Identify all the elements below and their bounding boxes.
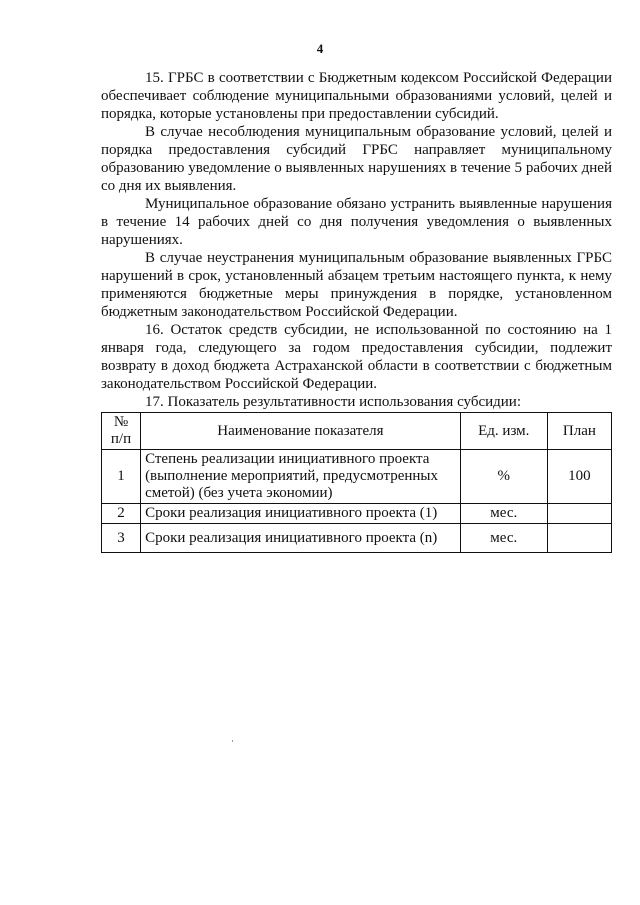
document-body: [101, 69, 612, 553]
row-name: Сроки реализация инициативного проекта (1): [141, 504, 461, 524]
table-header-row: [102, 413, 612, 450]
scan-speck: [232, 740, 233, 742]
row-unit: мес.: [460, 504, 547, 524]
row-name: Сроки реализация инициативного проекта (n): [141, 524, 461, 553]
row-name: Степень реализации инициативного проекта (выполнение мероприятий, предусмотренных сметой) (без учета экономии): [141, 450, 461, 504]
paragraph-enforcement: В случае неустранения муниципальным образование выявленных ГРБС нарушений в срок, установленный абзацем третьим настоящего пункта, к нему применяются бюджетные меры принуждения в порядке, установленном бюджетным законодательством Российской Федерации.: [101, 250, 612, 320]
table-row: [102, 504, 612, 524]
row-plan: 100: [547, 450, 611, 504]
table-row: [102, 450, 612, 504]
row-num: 2: [102, 504, 141, 524]
header-unit: Ед. изм.: [460, 413, 547, 450]
page-number: 4: [316, 41, 324, 56]
paragraph-16: 16. Остаток средств субсидии, не использованной по состоянию на 1 января года, следующего за годом предоставления субсидии, подлежит возврату в доход бюджета Астраханской области в соответствии с бюджетным законодательством Российской Федерации.: [101, 322, 612, 392]
indicators-table: [101, 412, 612, 553]
row-plan: [547, 504, 611, 524]
table-row: [102, 524, 612, 553]
header-name: Наименование показателя: [141, 413, 461, 450]
row-num: 3: [102, 524, 141, 553]
row-num: 1: [102, 450, 141, 504]
paragraph-obligation: Муниципальное образование обязано устранить выявленные нарушения в течение 14 рабочих дней со дня получения уведомления о выявленных нарушениях.: [101, 196, 612, 248]
header-num: № п/п: [102, 413, 141, 450]
row-plan: [547, 524, 611, 553]
row-unit: %: [460, 450, 547, 504]
paragraph-17: 17. Показатель результативности использования субсидии:: [145, 394, 522, 410]
paragraph-15: 15. ГРБС в соответствии с Бюджетным кодексом Российской Федерации обеспечивает соблюдение муниципальными образованиями условий, целей и порядка, которые установлены при предоставлении субсидий.: [101, 70, 612, 122]
row-unit: мес.: [460, 524, 547, 553]
header-plan: План: [547, 413, 611, 450]
paragraph-violation: В случае несоблюдения муниципальным образование условий, целей и порядка предоставления субсидий ГРБС направляет муниципальному образованию уведомление о выявленных нарушениях в течение 5 рабочих дней со дня их выявления.: [101, 124, 612, 194]
